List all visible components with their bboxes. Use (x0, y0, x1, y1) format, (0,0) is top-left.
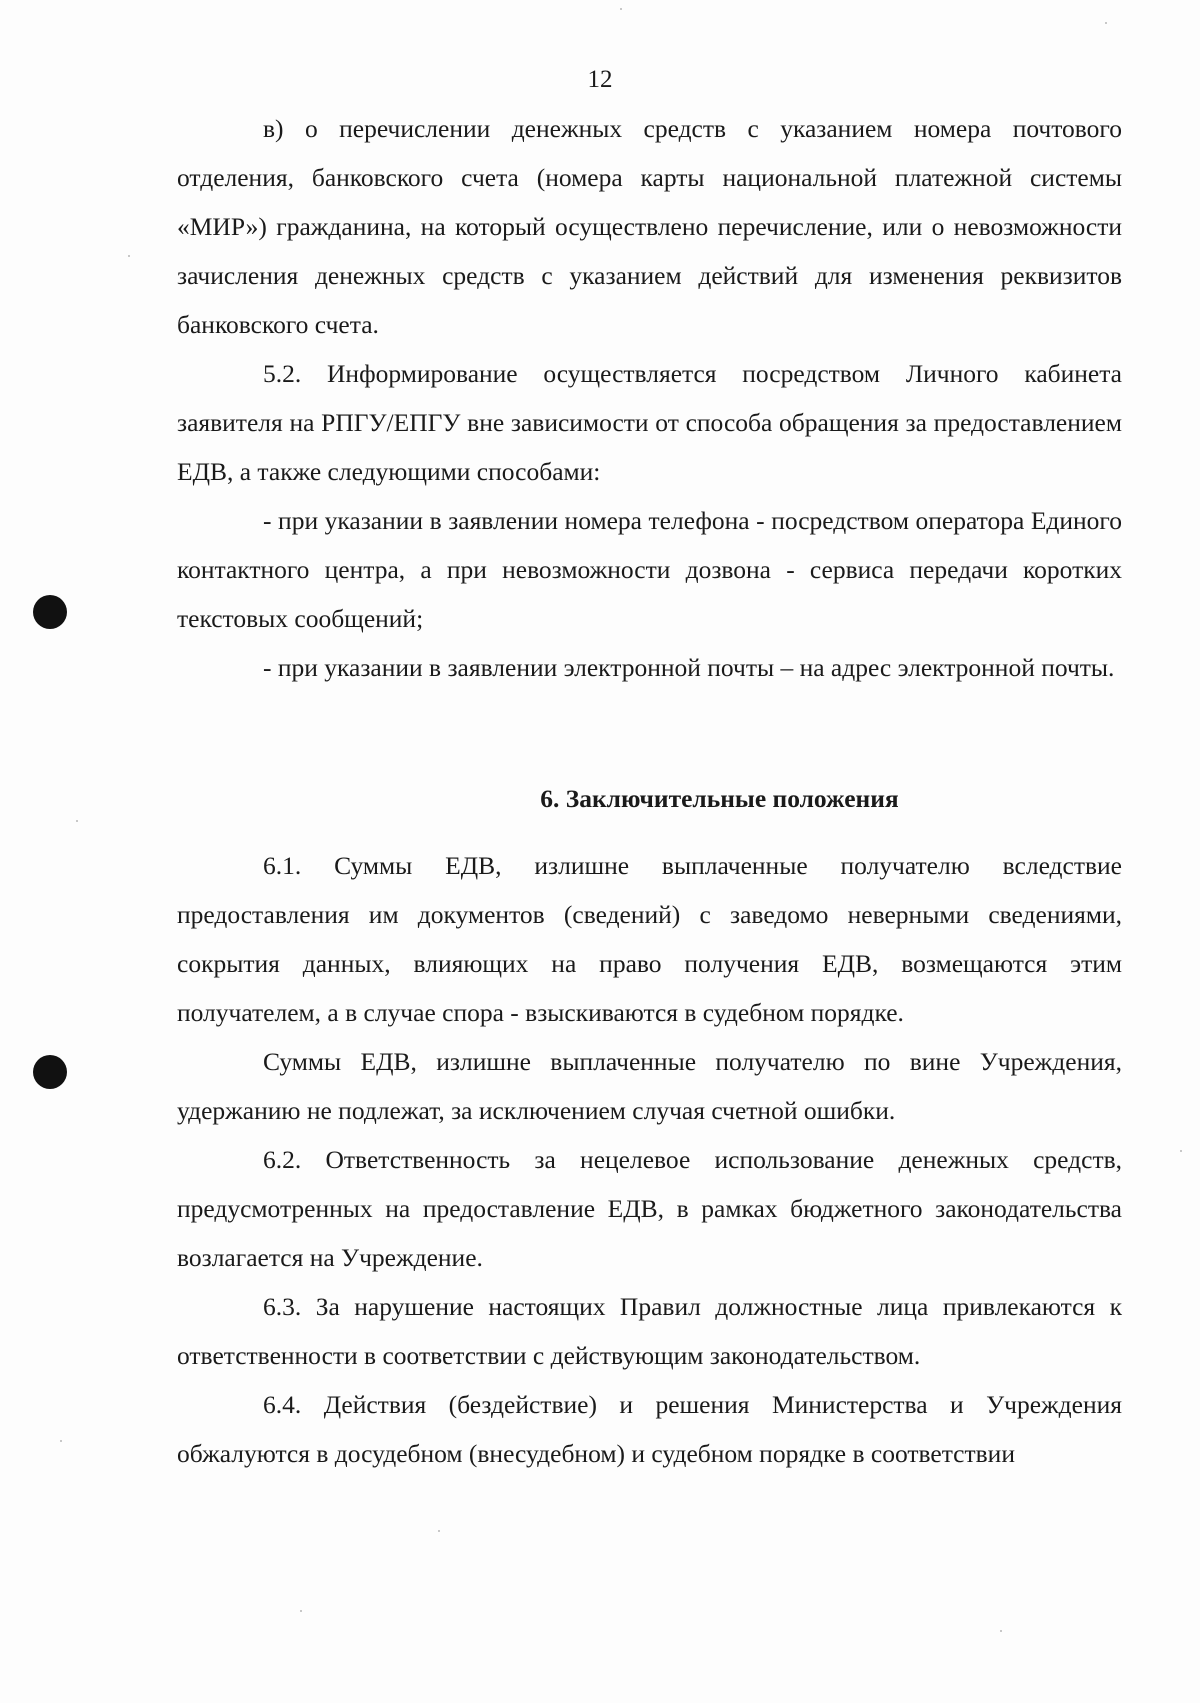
paragraph-6-1-second: Суммы ЕДВ, излишне выплаченные получателю по вине Учреждения, удержанию не подлежат, за исключением случая счетной ошибки. (177, 1047, 1122, 1125)
section-5-body (177, 104, 1122, 692)
scan-speck (620, 8, 622, 10)
section-6-body (177, 841, 1122, 1478)
punch-hole-upper (33, 595, 67, 629)
paragraph-6-2: 6.2. Ответственность за нецелевое использование денежных средств, предусмотренных на предоставление ЕДВ, в рамках бюджетного законодательства возлагается на Учреждение. (177, 1145, 1122, 1272)
bullet-email-paragraph: - при указании в заявлении электронной почты – на адрес электронной почты. (263, 653, 1115, 682)
scan-speck (76, 820, 78, 822)
scan-speck (60, 1440, 62, 1442)
scan-speck (1000, 1630, 1002, 1632)
scan-speck (438, 1530, 440, 1532)
paragraph-5-2: 5.2. Информирование осуществляется посредством Личного кабинета заявителя на РПГУ/ЕПГУ вне зависимости от способа обращения за предоставлением ЕДВ, а также следующими способами: (177, 359, 1122, 486)
scan-speck (1105, 22, 1107, 24)
section-6-heading: 6. Заключительные положения (540, 784, 899, 813)
paragraph-6-3: 6.3. За нарушение настоящих Правил должностные лица привлекаются к ответственности в соответствии с действующим законодательством. (177, 1292, 1122, 1370)
page-number: 12 (587, 66, 613, 93)
scan-speck (300, 1610, 302, 1612)
paragraph-6-1: 6.1. Суммы ЕДВ, излишне выплаченные получателю вследствие предоставления им документов (сведений) с заведомо неверными сведениями, сокрытия данных, влияющих на право получения ЕДВ, возмещаются этим получателем, а в случае спора - взыскиваются в судебном порядке. (177, 851, 1122, 1027)
punch-hole-lower (33, 1055, 67, 1089)
scan-speck (128, 255, 130, 257)
scan-speck (1180, 1150, 1182, 1152)
item-v-paragraph: в) о перечислении денежных средств с указанием номера почтового отделения, банковского счета (номера карты национальной платежной системы «МИР») гражданина, на который осуществлено перечисление, или о невозможности зачисления денежных средств с указанием действий для изменения реквизитов банковского счета. (177, 114, 1122, 339)
bullet-phone-paragraph: - при указании в заявлении номера телефона - посредством оператора Единого контактного центра, а при невозможности дозвона - сервиса передачи коротких текстовых сообщений; (177, 506, 1122, 633)
paragraph-6-4: 6.4. Действия (бездействие) и решения Министерства и Учреждения обжалуются в досудебном (внесудебном) и судебном порядке в соответствии (177, 1390, 1122, 1468)
